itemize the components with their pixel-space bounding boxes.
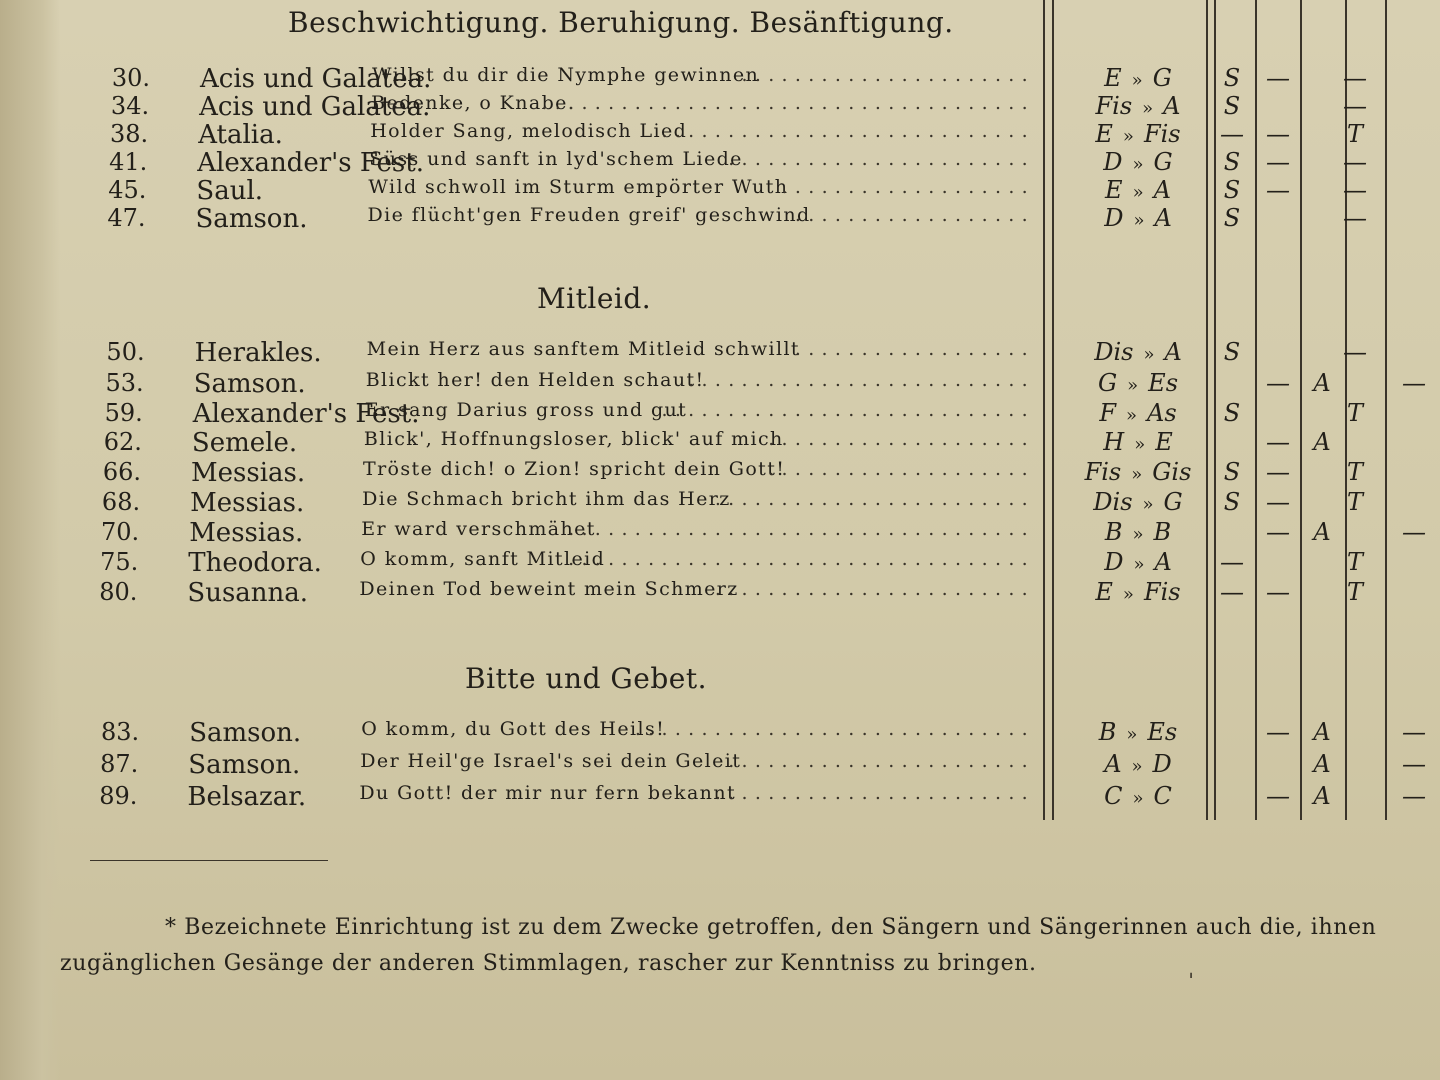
work-title: Acis und Galatea. <box>200 64 432 94</box>
voice-soprano: S <box>1223 176 1241 204</box>
leader-dots: ...................... <box>741 64 1035 86</box>
aria-text: Wild schwoll im Sturm empörter Wuth <box>368 176 789 198</box>
work-title: Messias. <box>189 518 304 548</box>
voice-range <box>1058 369 1218 397</box>
footnote-line-2: zugänglichen Gesänge der anderen Stimmlagen, rascher zur Kenntniss zu bringen. <box>60 951 1037 976</box>
range-to: G <box>1163 488 1183 516</box>
index-row <box>0 782 1440 812</box>
voice-tenor: — <box>1343 148 1367 176</box>
index-row <box>0 718 1440 748</box>
range-separator: » <box>1126 724 1138 745</box>
voice-bass: — <box>1402 518 1426 546</box>
row-number: 53. <box>105 369 144 397</box>
row-number: 89. <box>99 782 138 810</box>
row-number: 75. <box>100 548 139 576</box>
range-separator: » <box>1142 494 1154 515</box>
aria-text: Er sang Darius gross und gut <box>364 399 688 421</box>
voice-mezzo: — <box>1266 120 1290 148</box>
aria-text: Süss und sanft in lyd'schem Liede <box>369 148 743 170</box>
index-row <box>0 120 1440 150</box>
range-separator: » <box>1132 154 1144 175</box>
range-to: Es <box>1147 718 1178 746</box>
leader-dots: ............................ <box>661 120 1035 142</box>
range-from: F <box>1099 399 1116 427</box>
voice-range <box>1058 750 1218 778</box>
voice-alto: A <box>1313 718 1331 746</box>
aria-text: O komm, sanft Mitleid <box>360 548 606 570</box>
voice-tenor: T <box>1346 488 1363 516</box>
aria-text: Er ward verschmähet <box>361 518 596 540</box>
range-from: Dis <box>1094 338 1134 366</box>
range-to: Gis <box>1152 458 1192 486</box>
voice-mezzo: — <box>1266 64 1290 92</box>
leader-dots: .............................. <box>634 718 1035 740</box>
work-title: Samson. <box>189 718 302 748</box>
voice-range <box>1058 548 1218 576</box>
work-title: Saul. <box>196 176 264 206</box>
range-to: A <box>1163 92 1181 120</box>
voice-mezzo: — <box>1266 176 1290 204</box>
range-to: B <box>1153 518 1172 546</box>
range-from: Dis <box>1093 488 1133 516</box>
index-row <box>0 92 1440 122</box>
range-to: E <box>1155 428 1173 456</box>
row-number: 80. <box>99 578 138 606</box>
row-number: 66. <box>102 458 141 486</box>
range-separator: » <box>1122 584 1134 605</box>
aria-text: Bedenke, o Knabe. <box>371 92 576 114</box>
voice-alto: A <box>1313 369 1331 397</box>
row-number: 50. <box>106 338 145 366</box>
aria-text: Deinen Tod beweint mein Schmerz <box>359 578 739 600</box>
voice-soprano: S <box>1223 64 1241 92</box>
voice-range <box>1058 176 1218 204</box>
range-to: G <box>1152 64 1172 92</box>
voice-range <box>1058 718 1218 746</box>
leader-dots: ....................... <box>728 750 1035 772</box>
voice-mezzo: — <box>1266 488 1290 516</box>
work-title: Atalia. <box>198 120 283 150</box>
voice-mezzo: — <box>1266 428 1290 456</box>
voice-alto: A <box>1313 428 1331 456</box>
range-separator: » <box>1132 788 1144 809</box>
voice-bass: — <box>1402 718 1426 746</box>
index-row <box>0 578 1440 608</box>
voice-range <box>1058 399 1218 427</box>
row-number: 45. <box>108 176 147 204</box>
aria-text: Willst du dir die Nymphe gewinnen <box>372 64 760 86</box>
voice-range <box>1058 518 1218 546</box>
voice-mezzo: — <box>1266 518 1290 546</box>
work-title: Messias. <box>191 458 306 488</box>
voice-soprano: — <box>1220 120 1244 148</box>
aria-text: Die flücht'gen Freuden greif' geschwind <box>367 204 811 226</box>
range-from: E <box>1095 578 1113 606</box>
work-title: Semele. <box>191 428 298 458</box>
leader-dots: ................................... <box>568 548 1035 570</box>
range-from: A <box>1104 750 1122 778</box>
aria-text: Tröste dich! o Zion! spricht dein Gott! <box>363 458 786 480</box>
range-to: A <box>1154 548 1172 576</box>
range-from: B <box>1104 518 1123 546</box>
leader-dots: .................. <box>794 204 1035 226</box>
work-title: Belsazar. <box>187 782 307 812</box>
index-row <box>0 488 1440 518</box>
aria-text: Holder Sang, melodisch Lied <box>370 120 688 142</box>
voice-bass: — <box>1402 782 1426 810</box>
voice-alto: A <box>1313 518 1331 546</box>
range-separator: » <box>1142 98 1154 119</box>
voice-soprano: S <box>1223 458 1241 486</box>
row-number: 62. <box>103 428 142 456</box>
voice-range <box>1058 338 1218 366</box>
range-to: A <box>1154 204 1172 232</box>
row-number: 38. <box>110 120 149 148</box>
leader-dots: .................... <box>768 428 1035 450</box>
leader-dots: ........................ <box>714 782 1035 804</box>
index-row <box>0 369 1440 399</box>
footnote-line-1: Bezeichnete Einrichtung ist zu dem Zwecke getroffen, den Sängern und Sängerinnen auch die, ihnen <box>184 915 1377 940</box>
index-row <box>0 458 1440 488</box>
voice-tenor: T <box>1346 120 1363 148</box>
row-number: 87. <box>100 750 139 778</box>
range-from: D <box>1104 204 1124 232</box>
range-separator: » <box>1122 126 1134 147</box>
voice-soprano: — <box>1220 548 1244 576</box>
stray-mark: ˌ <box>1188 956 1195 981</box>
range-to: Fis <box>1143 120 1181 148</box>
range-separator: » <box>1125 405 1137 426</box>
row-number: 83. <box>101 718 140 746</box>
leader-dots: ....................... <box>728 148 1035 170</box>
voice-tenor: — <box>1343 92 1367 120</box>
work-title: Theodora. <box>188 548 322 578</box>
voice-alto: A <box>1313 782 1331 810</box>
leader-dots: ................................... <box>568 518 1035 540</box>
range-from: E <box>1104 64 1122 92</box>
range-from: E <box>1105 176 1123 204</box>
leader-dots: ........................ <box>714 488 1035 510</box>
range-from: Fis <box>1095 92 1133 120</box>
row-number: 34. <box>110 92 150 120</box>
row-number: 41. <box>109 148 148 176</box>
row-number: 59. <box>104 399 143 427</box>
aria-text: Blick', Hoffnungsloser, blick' auf mich <box>363 428 784 450</box>
voice-soprano: S <box>1223 338 1241 366</box>
range-from: Fis <box>1084 458 1122 486</box>
index-row <box>0 64 1440 94</box>
range-to: D <box>1152 750 1172 778</box>
voice-mezzo: — <box>1266 718 1290 746</box>
voice-alto: A <box>1313 750 1331 778</box>
leader-dots: ..................................... <box>541 92 1035 114</box>
footnote-rule <box>90 860 328 861</box>
range-separator: » <box>1133 554 1145 575</box>
range-from: C <box>1104 782 1123 810</box>
range-separator: » <box>1134 434 1146 455</box>
aria-text: O komm, du Gott des Heils! <box>361 718 666 740</box>
range-to: A <box>1153 176 1171 204</box>
range-separator: » <box>1132 524 1144 545</box>
work-title: Messias. <box>190 488 305 518</box>
footnote-star: * <box>165 915 177 940</box>
range-from: B <box>1098 718 1117 746</box>
range-separator: » <box>1133 210 1145 231</box>
voice-range <box>1058 428 1218 456</box>
voice-mezzo: — <box>1266 578 1290 606</box>
row-number: 68. <box>101 488 141 516</box>
voice-soprano: — <box>1220 578 1244 606</box>
index-row <box>0 750 1440 780</box>
voice-bass: — <box>1402 750 1426 778</box>
work-title: Alexander's Fest. <box>197 148 424 178</box>
index-row <box>0 148 1440 178</box>
footnote <box>60 910 1440 982</box>
range-to: G <box>1153 148 1173 176</box>
work-title: Samson. <box>188 750 301 780</box>
voice-range <box>1058 120 1218 148</box>
aria-text: Du Gott! der mir nur fern bekannt <box>359 782 736 804</box>
voice-tenor: T <box>1346 399 1363 427</box>
voice-soprano: S <box>1223 399 1241 427</box>
work-title: Acis und Galatea. <box>199 92 431 122</box>
leader-dots: .......................... <box>688 369 1035 391</box>
voice-mezzo: — <box>1266 148 1290 176</box>
voice-soprano: S <box>1223 148 1241 176</box>
voice-mezzo: — <box>1266 369 1290 397</box>
voice-tenor: — <box>1343 176 1367 204</box>
range-from: D <box>1103 148 1123 176</box>
range-separator: » <box>1131 70 1143 91</box>
section-heading: Beschwichtigung. Beruhigung. Besänftigung. <box>288 6 954 39</box>
voice-range <box>1058 458 1218 486</box>
leader-dots: ................... <box>781 176 1035 198</box>
range-separator: » <box>1127 375 1139 396</box>
range-from: D <box>1104 548 1124 576</box>
voice-tenor: T <box>1346 548 1363 576</box>
work-title: Susanna. <box>187 578 309 608</box>
index-row <box>0 428 1440 458</box>
voice-range <box>1058 204 1218 232</box>
voice-range <box>1058 92 1218 120</box>
row-number: 30. <box>111 64 150 92</box>
index-row <box>0 399 1440 429</box>
range-from: G <box>1097 369 1118 397</box>
range-to: A <box>1164 338 1182 366</box>
row-number: 70. <box>101 518 140 546</box>
aria-text: Mein Herz aus sanftem Mitleid schwillt <box>366 338 800 360</box>
voice-range <box>1058 64 1218 92</box>
range-to: Es <box>1148 369 1179 397</box>
voice-soprano: S <box>1223 488 1241 516</box>
work-title: Herakles. <box>194 338 322 368</box>
range-separator: » <box>1132 182 1144 203</box>
work-title: Samson. <box>195 204 308 234</box>
work-title: Samson. <box>193 369 306 399</box>
leader-dots: ........................ <box>714 578 1035 600</box>
voice-tenor: T <box>1346 578 1363 606</box>
voice-range <box>1058 148 1218 176</box>
aria-text: Die Schmach bricht ihm das Herz <box>362 488 731 510</box>
voice-mezzo: — <box>1266 458 1290 486</box>
aria-text: Blickt her! den Helden schaut! <box>365 369 705 391</box>
range-separator: » <box>1143 344 1155 365</box>
voice-tenor: — <box>1343 338 1367 366</box>
voice-range <box>1058 578 1218 606</box>
range-to: Fis <box>1143 578 1181 606</box>
voice-tenor: — <box>1343 204 1367 232</box>
section-heading: Bitte und Gebet. <box>465 662 707 695</box>
leader-dots: .................... <box>768 458 1035 480</box>
range-from: E <box>1095 120 1113 148</box>
voice-tenor: T <box>1346 458 1363 486</box>
voice-soprano: S <box>1223 92 1241 120</box>
aria-text: Der Heil'ge Israel's sei dein Geleit <box>360 750 742 772</box>
index-row <box>0 548 1440 578</box>
range-from: H <box>1103 428 1125 456</box>
voice-range <box>1058 782 1218 810</box>
leader-dots: ............................ <box>661 399 1035 421</box>
voice-soprano: S <box>1223 204 1241 232</box>
voice-range <box>1058 488 1218 516</box>
range-separator: » <box>1131 464 1143 485</box>
voice-bass: — <box>1402 369 1426 397</box>
range-to: As <box>1147 399 1177 427</box>
voice-mezzo: — <box>1266 782 1290 810</box>
index-row <box>0 338 1440 368</box>
index-row <box>0 518 1440 548</box>
voice-tenor: — <box>1343 64 1367 92</box>
section-heading: Mitleid. <box>537 282 652 315</box>
leader-dots: .................. <box>794 338 1035 360</box>
row-number: 47. <box>107 204 146 232</box>
work-title: Alexander's Fest. <box>192 399 420 429</box>
range-separator: » <box>1131 756 1143 777</box>
index-row <box>0 204 1440 234</box>
index-row <box>0 176 1440 206</box>
range-to: C <box>1153 782 1172 810</box>
